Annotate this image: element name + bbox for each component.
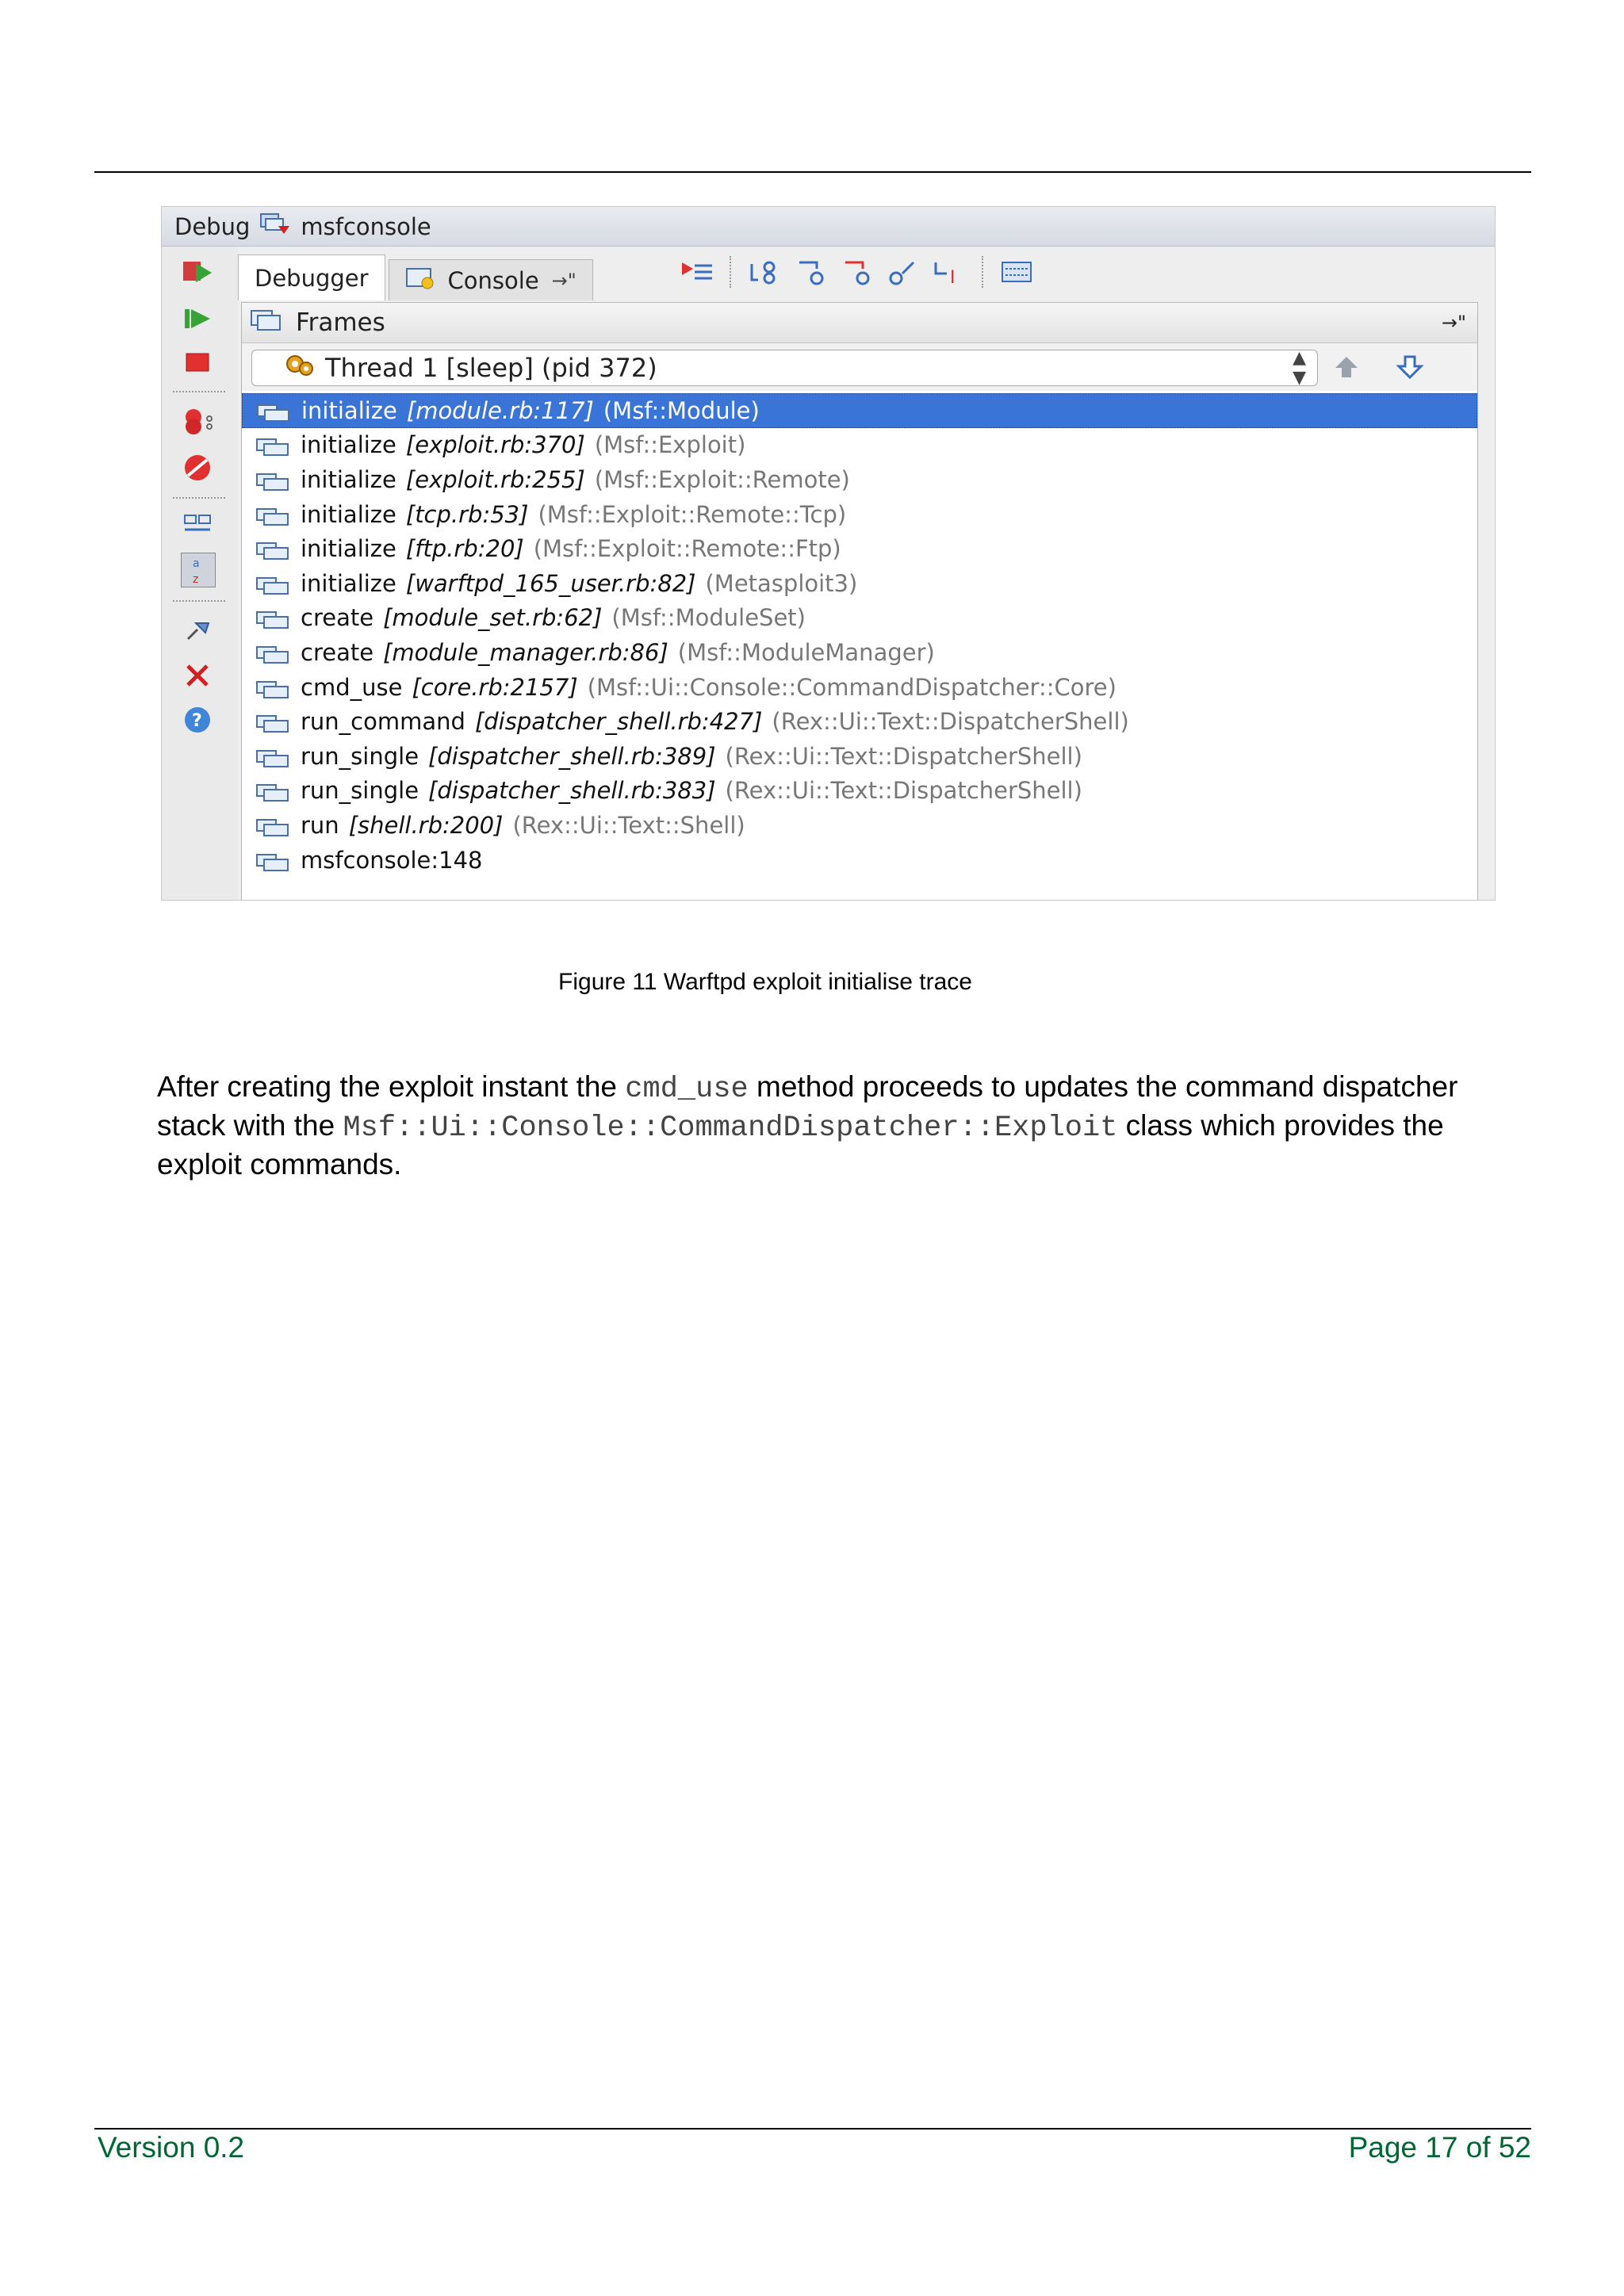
frame-location: [module_manager.rb:86] xyxy=(383,638,668,666)
toolbar-separator xyxy=(173,600,225,602)
force-step-into-icon[interactable] xyxy=(834,254,880,290)
frame-method: cmd_use xyxy=(301,673,403,701)
frame-method: initialize xyxy=(301,465,396,493)
body-paragraph xyxy=(157,1069,1497,1182)
title-prefix: Debug xyxy=(174,212,251,240)
frame-class: (Msf::Ui::Console::CommandDispatcher::Core) xyxy=(587,673,1116,701)
frame-method: run_single xyxy=(301,742,419,770)
step-into-icon[interactable] xyxy=(788,254,834,290)
stack-frame-icon xyxy=(256,574,291,593)
frame-location: [module_set.rb:62] xyxy=(383,604,603,632)
frame-method: initialize xyxy=(301,396,397,424)
view-breakpoints-icon[interactable] xyxy=(181,405,214,438)
frame-method: run_single xyxy=(301,777,419,805)
updown-caret-icon: ▲ ▼ xyxy=(1293,348,1306,388)
frame-location: [dispatcher_shell.rb:389] xyxy=(428,742,716,770)
frame-method: run_command xyxy=(301,708,465,736)
frame-method: msfconsole:148 xyxy=(301,846,483,874)
frame-class: (Msf::Module) xyxy=(603,396,760,424)
next-frame-icon[interactable] xyxy=(1392,351,1428,383)
footer-page-number: Page 17 of 52 xyxy=(1348,2131,1531,2164)
layout-icon[interactable] xyxy=(181,508,214,541)
stack-frame-icon xyxy=(256,505,291,524)
debugger-main-pane xyxy=(238,247,1496,901)
frame-class: (Msf::Exploit::Remote) xyxy=(594,465,850,493)
frame-method: create xyxy=(301,638,374,666)
stack-frame-icon xyxy=(256,608,291,627)
stack-frame-icon xyxy=(256,712,291,731)
frame-location: [dispatcher_shell.rb:427] xyxy=(474,708,763,736)
header-rule xyxy=(94,171,1531,173)
frame-class: (Msf::Exploit) xyxy=(594,431,746,459)
thread-icon xyxy=(284,351,316,385)
tab-debugger-label: Debugger xyxy=(255,264,369,292)
stack-frame-icon xyxy=(256,781,291,800)
frame-row[interactable] xyxy=(242,601,1477,636)
frame-class: (Rex::Ui::Text::DispatcherShell) xyxy=(772,708,1129,736)
toolbar-separator xyxy=(173,391,225,392)
frame-class: (Msf::Exploit::Remote::Tcp) xyxy=(538,500,847,528)
console-icon xyxy=(405,266,437,295)
close-icon[interactable] xyxy=(181,659,214,692)
frame-location: [core.rb:2157] xyxy=(412,673,578,701)
frame-method: initialize xyxy=(301,431,396,459)
tab-debugger[interactable] xyxy=(238,254,385,300)
frame-row[interactable] xyxy=(242,774,1477,809)
body-text-2: method proceeds to updates the command dispatcher stack with the xyxy=(157,1070,1458,1142)
stepping-toolbar xyxy=(674,251,1040,293)
stack-frame-icon xyxy=(256,851,291,870)
frame-row[interactable] xyxy=(242,462,1477,497)
svg-text:z: z xyxy=(193,573,199,586)
frame-class: (Rex::Ui::Text::DispatcherShell) xyxy=(725,742,1082,770)
frame-location: [dispatcher_shell.rb:383] xyxy=(428,777,716,805)
code-exploit-dispatcher: Msf::Ui::Console::CommandDispatcher::Exploit xyxy=(343,1112,1118,1145)
stack-frame-icon xyxy=(256,643,291,662)
body-text-1: After creating the exploit instant the xyxy=(157,1070,626,1103)
frame-row[interactable] xyxy=(242,531,1477,566)
stop-icon[interactable] xyxy=(181,345,214,378)
footer-version: Version 0.2 xyxy=(98,2131,245,2164)
evaluate-expression-icon[interactable] xyxy=(994,254,1040,290)
stack-frame-icon xyxy=(257,401,292,420)
frame-class: (Msf::Exploit::Remote::Ftp) xyxy=(533,535,841,563)
toolbar-separator xyxy=(173,497,225,499)
frame-row[interactable] xyxy=(242,808,1477,843)
frame-location: [warftpd_165_user.rb:82] xyxy=(405,569,696,597)
frame-class: (Msf::ModuleManager) xyxy=(677,638,935,666)
frame-row[interactable] xyxy=(242,739,1477,774)
frame-location: [ftp.rb:20] xyxy=(405,535,524,563)
stack-frame-icon xyxy=(256,747,291,766)
pin-tab-icon[interactable]: →" xyxy=(551,269,576,292)
frame-row[interactable] xyxy=(242,393,1477,428)
frame-location: [module.rb:117] xyxy=(406,396,594,424)
frame-row[interactable] xyxy=(242,704,1477,739)
frame-class: (Metasploit3) xyxy=(705,569,858,597)
frame-row[interactable] xyxy=(242,428,1477,463)
frame-class: (Rex::Ui::Text::Shell) xyxy=(512,811,745,839)
frame-method: initialize xyxy=(301,500,396,528)
resume-icon[interactable] xyxy=(181,302,214,335)
run-to-cursor-icon[interactable] xyxy=(926,254,972,290)
frame-method: initialize xyxy=(301,535,396,563)
frame-row[interactable] xyxy=(242,566,1477,601)
svg-text:a: a xyxy=(193,557,200,570)
thread-dropdown[interactable] xyxy=(251,350,1318,386)
figure-caption: Figure 11 Warftpd exploit initialise trace xyxy=(558,969,972,995)
mute-breakpoints-icon[interactable] xyxy=(181,451,214,484)
stack-frame-icon xyxy=(256,470,291,489)
help-icon[interactable] xyxy=(181,703,214,737)
show-execution-point-icon[interactable] xyxy=(674,254,720,290)
debug-side-toolbar xyxy=(162,247,239,901)
frame-class: (Rex::Ui::Text::DispatcherShell) xyxy=(725,777,1082,805)
step-over-icon[interactable] xyxy=(742,254,788,290)
svg-text:I: I xyxy=(950,268,956,286)
toolbar-separator xyxy=(982,256,985,288)
frame-method: run xyxy=(301,811,339,839)
frames-icon xyxy=(250,308,285,338)
sort-alpha-icon[interactable] xyxy=(181,553,216,587)
step-out-icon[interactable] xyxy=(880,254,926,290)
frame-method: create xyxy=(301,604,374,632)
frame-location: [shell.rb:200] xyxy=(348,811,504,839)
frame-row[interactable] xyxy=(242,670,1477,705)
footer-rule xyxy=(94,2128,1531,2130)
tab-console[interactable] xyxy=(389,259,593,300)
frame-row[interactable] xyxy=(242,843,1477,878)
body-text-3: class which provides the exploit commands. xyxy=(157,1109,1444,1181)
window-title: msfconsole xyxy=(301,212,431,240)
toolbar-separator xyxy=(730,256,733,288)
rerun-icon[interactable] xyxy=(181,256,214,289)
frames-header xyxy=(242,303,1477,343)
frame-class: (Msf::ModuleSet) xyxy=(611,604,806,632)
debug-title-bar xyxy=(162,207,1495,247)
frame-list xyxy=(242,393,1477,877)
previous-frame-icon[interactable] xyxy=(1328,351,1365,383)
debugger-screenshot xyxy=(161,206,1496,901)
frame-row[interactable] xyxy=(242,497,1477,532)
thread-value: Thread 1 [sleep] (pid 372) xyxy=(325,353,657,383)
tab-console-label: Console xyxy=(447,266,539,294)
frame-location: [exploit.rb:255] xyxy=(405,465,585,493)
svg-text:?: ? xyxy=(192,711,202,731)
frame-location: [tcp.rb:53] xyxy=(405,500,529,528)
stack-frame-icon xyxy=(256,435,291,454)
frame-row[interactable] xyxy=(242,635,1477,670)
pin-panel-icon[interactable]: →" xyxy=(1441,312,1466,334)
debug-config-icon xyxy=(259,212,291,241)
frames-title: Frames xyxy=(296,308,385,337)
stack-frame-icon xyxy=(256,539,291,558)
frame-location: [exploit.rb:370] xyxy=(405,431,585,459)
pin-icon[interactable] xyxy=(181,613,214,646)
thread-row xyxy=(242,343,1477,391)
frames-panel xyxy=(241,302,1478,901)
stack-frame-icon xyxy=(256,678,291,697)
code-cmd-use: cmd_use xyxy=(625,1073,749,1106)
stack-frame-icon xyxy=(256,816,291,835)
frame-method: initialize xyxy=(301,569,396,597)
